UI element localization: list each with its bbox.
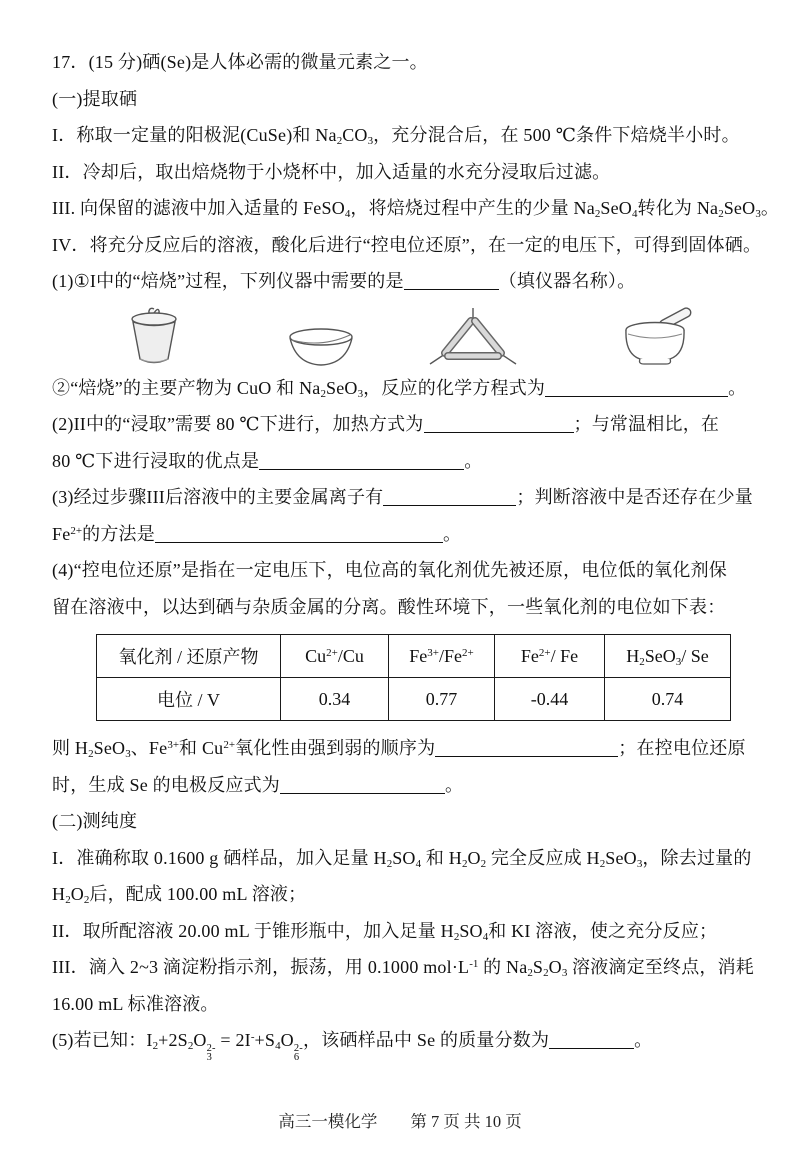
text-run: ，反应的化学方程式为 bbox=[363, 377, 546, 398]
text-run: SeO bbox=[93, 738, 126, 758]
text-run: （填仪器名称）。 bbox=[498, 271, 636, 291]
text-run: (4)“控电位还原”是指在一定电压下，电位高的氧化剂优先被还原，电位低的氧化剂保 bbox=[52, 560, 727, 580]
text-run: 的方法是 bbox=[82, 523, 155, 544]
answer-blank bbox=[545, 379, 728, 397]
text-run: Cu bbox=[305, 645, 327, 666]
text-run: SeO bbox=[325, 377, 358, 398]
potential-table bbox=[96, 634, 731, 721]
subscript: 4 bbox=[482, 930, 489, 943]
text-run: S bbox=[532, 957, 544, 977]
answer-blank bbox=[383, 488, 516, 506]
text-run: O bbox=[467, 847, 481, 868]
text-run: IV．将充分反应后的溶液，酸化后进行“控电位还原”，在一定的电压下，可得到固体硒。 bbox=[52, 234, 762, 255]
superscript: - bbox=[250, 1030, 255, 1043]
text-line bbox=[52, 803, 770, 840]
text-run: ；与常温相比，在 bbox=[573, 414, 720, 434]
text-run: 的 Na bbox=[478, 957, 528, 977]
subscript: 4 bbox=[415, 857, 422, 870]
table-cell bbox=[605, 678, 731, 721]
mortar-pestle-icon bbox=[610, 306, 702, 368]
answer-blank bbox=[259, 452, 464, 470]
text-line bbox=[52, 552, 770, 589]
text-run: II．冷却后，取出焙烧物于小烧杯中，加入适量的水充分浸取后过滤。 bbox=[52, 161, 611, 182]
question-part2-lines bbox=[52, 730, 770, 1063]
text-line bbox=[52, 44, 770, 81]
clay-triangle-icon bbox=[418, 306, 528, 368]
text-run: = 2I bbox=[215, 1030, 251, 1050]
text-run: SO bbox=[392, 847, 416, 868]
subscript: 2 bbox=[65, 893, 71, 906]
evaporating-dish-icon bbox=[276, 322, 366, 368]
text-run: SeO bbox=[605, 847, 637, 868]
answer-blank bbox=[424, 415, 574, 433]
text-run: O bbox=[193, 1030, 207, 1050]
subscript: 3 bbox=[675, 655, 682, 668]
text-run: 0.74 bbox=[651, 688, 684, 709]
subscript: 2 bbox=[320, 387, 326, 400]
text-run: (1)①I中的“焙烧”过程，下列仪器中需要的是 bbox=[52, 271, 404, 291]
text-run: / Fe bbox=[550, 645, 579, 666]
subscript: 2 bbox=[83, 893, 90, 906]
text-line bbox=[52, 370, 770, 407]
text-run: (一)提取硒 bbox=[52, 88, 138, 109]
text-run: Fe bbox=[520, 645, 539, 666]
text-run: 、Fe bbox=[130, 738, 168, 758]
text-line bbox=[52, 876, 770, 913]
text-run: /Cu bbox=[337, 645, 364, 666]
text-run: ②“焙烧”的主要产物为 CuO 和 Na bbox=[52, 377, 321, 398]
text-line bbox=[52, 154, 770, 191]
text-run: CO bbox=[342, 125, 368, 145]
text-line bbox=[52, 949, 770, 986]
text-run: II．取所配溶液 20.00 mL 于锥形瓶中，加入足量 H bbox=[52, 920, 454, 941]
text-run: 0.34 bbox=[318, 688, 351, 709]
text-run: O bbox=[280, 1030, 294, 1050]
page-footer bbox=[0, 1108, 800, 1132]
text-line bbox=[52, 479, 770, 516]
text-run: I．称取一定量的阳极泥(CuSe)和 Na bbox=[52, 125, 337, 145]
text-run: 和 Cu bbox=[179, 738, 224, 758]
subscript: 2 bbox=[152, 1039, 159, 1052]
table-cell bbox=[495, 678, 605, 721]
table-cell bbox=[281, 678, 389, 721]
text-run: I．准确称取 0.1600 g 硒样品，加入足量 H bbox=[52, 847, 387, 868]
text-run: 后，配成 100.00 mL 溶液； bbox=[89, 884, 307, 904]
text-run: -0.44 bbox=[530, 688, 569, 709]
answer-blank bbox=[155, 525, 443, 543]
text-line bbox=[52, 516, 770, 553]
text-run: (二)测纯度 bbox=[52, 811, 138, 831]
text-run: 17．(15 分)硒(Se)是人体必需的微量元素之一。 bbox=[52, 52, 428, 72]
superscript: 2+ bbox=[538, 646, 551, 659]
text-run: Fe bbox=[409, 645, 428, 666]
text-line bbox=[52, 589, 770, 626]
superscript: 2+ bbox=[462, 646, 474, 659]
text-run: 。 bbox=[445, 774, 464, 795]
subscript: 2 bbox=[386, 857, 393, 870]
text-run: ，将焙烧过程中产生的少量 Na bbox=[350, 198, 595, 218]
text-line bbox=[52, 406, 770, 443]
footer-text: 高三一模化学 第 7 页 共 10 页 bbox=[278, 1112, 522, 1131]
text-run: (2)II中的“浸取”需要 80 ℃下进行，加热方式为 bbox=[52, 414, 424, 434]
text-line bbox=[52, 840, 770, 877]
subscript: 2 bbox=[594, 207, 601, 220]
text-run: Fe bbox=[52, 523, 71, 544]
text-run: / Se bbox=[681, 645, 709, 666]
text-run: 电位 / V bbox=[157, 690, 220, 710]
superscript: 2+ bbox=[223, 738, 236, 751]
text-run: SeO bbox=[723, 198, 756, 218]
text-run: 溶液滴定至终点，消耗 bbox=[567, 957, 755, 977]
subscript: 2 bbox=[718, 207, 724, 220]
answer-blank bbox=[404, 272, 499, 290]
table-cell bbox=[389, 635, 495, 678]
text-run: III．滴入 2~3 滴淀粉指示剂，振荡，用 0.1000 mol·L bbox=[52, 957, 470, 977]
subscript: 3 bbox=[125, 747, 131, 760]
superscript: 3+ bbox=[167, 738, 180, 751]
text-run: 氧化剂 / 还原产物 bbox=[118, 647, 259, 667]
text-run: 。 bbox=[728, 377, 747, 398]
text-run: 和 KI 溶液，使之充分反应； bbox=[488, 920, 718, 941]
crucible-icon bbox=[114, 306, 194, 368]
text-run: ，充分混合后，在 500 ℃条件下焙烧半小时。 bbox=[373, 125, 740, 145]
subscript: 2 bbox=[599, 857, 606, 870]
text-run: +S bbox=[254, 1030, 276, 1050]
text-run: III. 向保留的滤液中加入适量的 FeSO bbox=[52, 198, 345, 218]
subscript: 3 bbox=[367, 134, 374, 147]
text-line bbox=[52, 1022, 770, 1063]
text-line bbox=[52, 190, 780, 227]
text-run: /Fe bbox=[438, 645, 462, 666]
text-run: SeO bbox=[644, 645, 676, 666]
text-run: O bbox=[70, 884, 84, 904]
text-line bbox=[52, 227, 770, 264]
text-run: 。 bbox=[464, 450, 483, 471]
text-line bbox=[52, 81, 770, 118]
subscript: 2 bbox=[461, 857, 468, 870]
text-run: 时，生成 Se 的电极反应式为 bbox=[52, 774, 280, 795]
subscript: 3 bbox=[357, 387, 364, 400]
subscript: 2 bbox=[88, 747, 94, 760]
subscript: 3 bbox=[755, 207, 761, 220]
table-cell bbox=[97, 635, 281, 678]
text-line bbox=[52, 730, 770, 767]
text-run: 则 H bbox=[52, 738, 89, 758]
text-run: (3)经过步骤III后溶液中的主要金属离子有 bbox=[52, 487, 384, 507]
stacked-sub-sup: 2- 3 bbox=[206, 1043, 216, 1063]
text-run: (5)若已知：I bbox=[52, 1030, 153, 1050]
answer-blank bbox=[549, 1031, 634, 1049]
text-run: ，除去过量的 bbox=[642, 847, 752, 868]
table-cell bbox=[389, 678, 495, 721]
text-run: +2S bbox=[158, 1030, 188, 1050]
text-run: H bbox=[626, 645, 640, 666]
answer-blank bbox=[280, 776, 445, 794]
subscript: 3 bbox=[561, 966, 568, 979]
text-run: 。 bbox=[442, 523, 462, 544]
text-run: 80 ℃下进行浸取的优点是 bbox=[52, 450, 260, 471]
text-line bbox=[52, 767, 770, 804]
question-intro-lines bbox=[52, 44, 780, 300]
subscript: 2 bbox=[639, 655, 645, 668]
table-row bbox=[97, 678, 731, 721]
text-run: ；在控电位还原 bbox=[618, 738, 746, 758]
text-run: 0.77 bbox=[425, 688, 458, 709]
text-run: H bbox=[52, 884, 66, 904]
text-run: 。 bbox=[634, 1030, 653, 1050]
answer-blank bbox=[435, 739, 618, 757]
text-line bbox=[52, 913, 770, 950]
text-run: 转化为 Na bbox=[637, 198, 719, 218]
subscript: 2 bbox=[543, 966, 549, 979]
subscript: 2 bbox=[453, 930, 460, 943]
text-run: 。 bbox=[760, 198, 780, 218]
superscript: 3+ bbox=[427, 646, 439, 659]
text-run: 留在溶液中，以达到硒与杂质金属的分离。酸性环境下，一些氧化剂的电位如下表： bbox=[52, 596, 726, 617]
text-run: 16.00 mL 标准溶液。 bbox=[52, 993, 219, 1014]
text-run: SeO bbox=[600, 198, 633, 218]
table-cell bbox=[281, 635, 389, 678]
table-cell bbox=[495, 635, 605, 678]
superscript: 2+ bbox=[70, 524, 83, 537]
text-line bbox=[52, 986, 770, 1023]
text-run: SO bbox=[459, 920, 483, 941]
subscript: 2 bbox=[527, 966, 533, 979]
text-run: O bbox=[548, 957, 562, 977]
text-line bbox=[52, 117, 770, 154]
subscript: 2 bbox=[336, 134, 343, 147]
superscript: -1 bbox=[469, 957, 479, 970]
question-part1-lines bbox=[52, 370, 770, 626]
table-cell bbox=[97, 678, 281, 721]
subscript: 4 bbox=[275, 1039, 281, 1052]
text-run: 和 H bbox=[421, 847, 462, 868]
text-line bbox=[52, 443, 770, 480]
instrument-figures-row bbox=[52, 302, 770, 368]
subscript: 4 bbox=[344, 207, 351, 220]
subscript: 2 bbox=[480, 857, 487, 870]
subscript: 4 bbox=[632, 207, 638, 220]
text-run: 氧化性由强到弱的顺序为 bbox=[235, 738, 436, 758]
text-line bbox=[52, 263, 770, 300]
stacked-sub-sup: 2- 6 bbox=[293, 1043, 303, 1063]
superscript: 2+ bbox=[326, 646, 338, 659]
text-run: ，该硒样品中 Se 的质量分数为 bbox=[302, 1030, 550, 1050]
text-run: 完全反应成 H bbox=[486, 847, 600, 868]
text-run: ；判断溶液中是否还存在少量 bbox=[516, 487, 753, 507]
table-cell bbox=[605, 635, 731, 678]
table-row bbox=[97, 635, 731, 678]
subscript: 3 bbox=[636, 857, 643, 870]
subscript: 2 bbox=[187, 1039, 194, 1052]
